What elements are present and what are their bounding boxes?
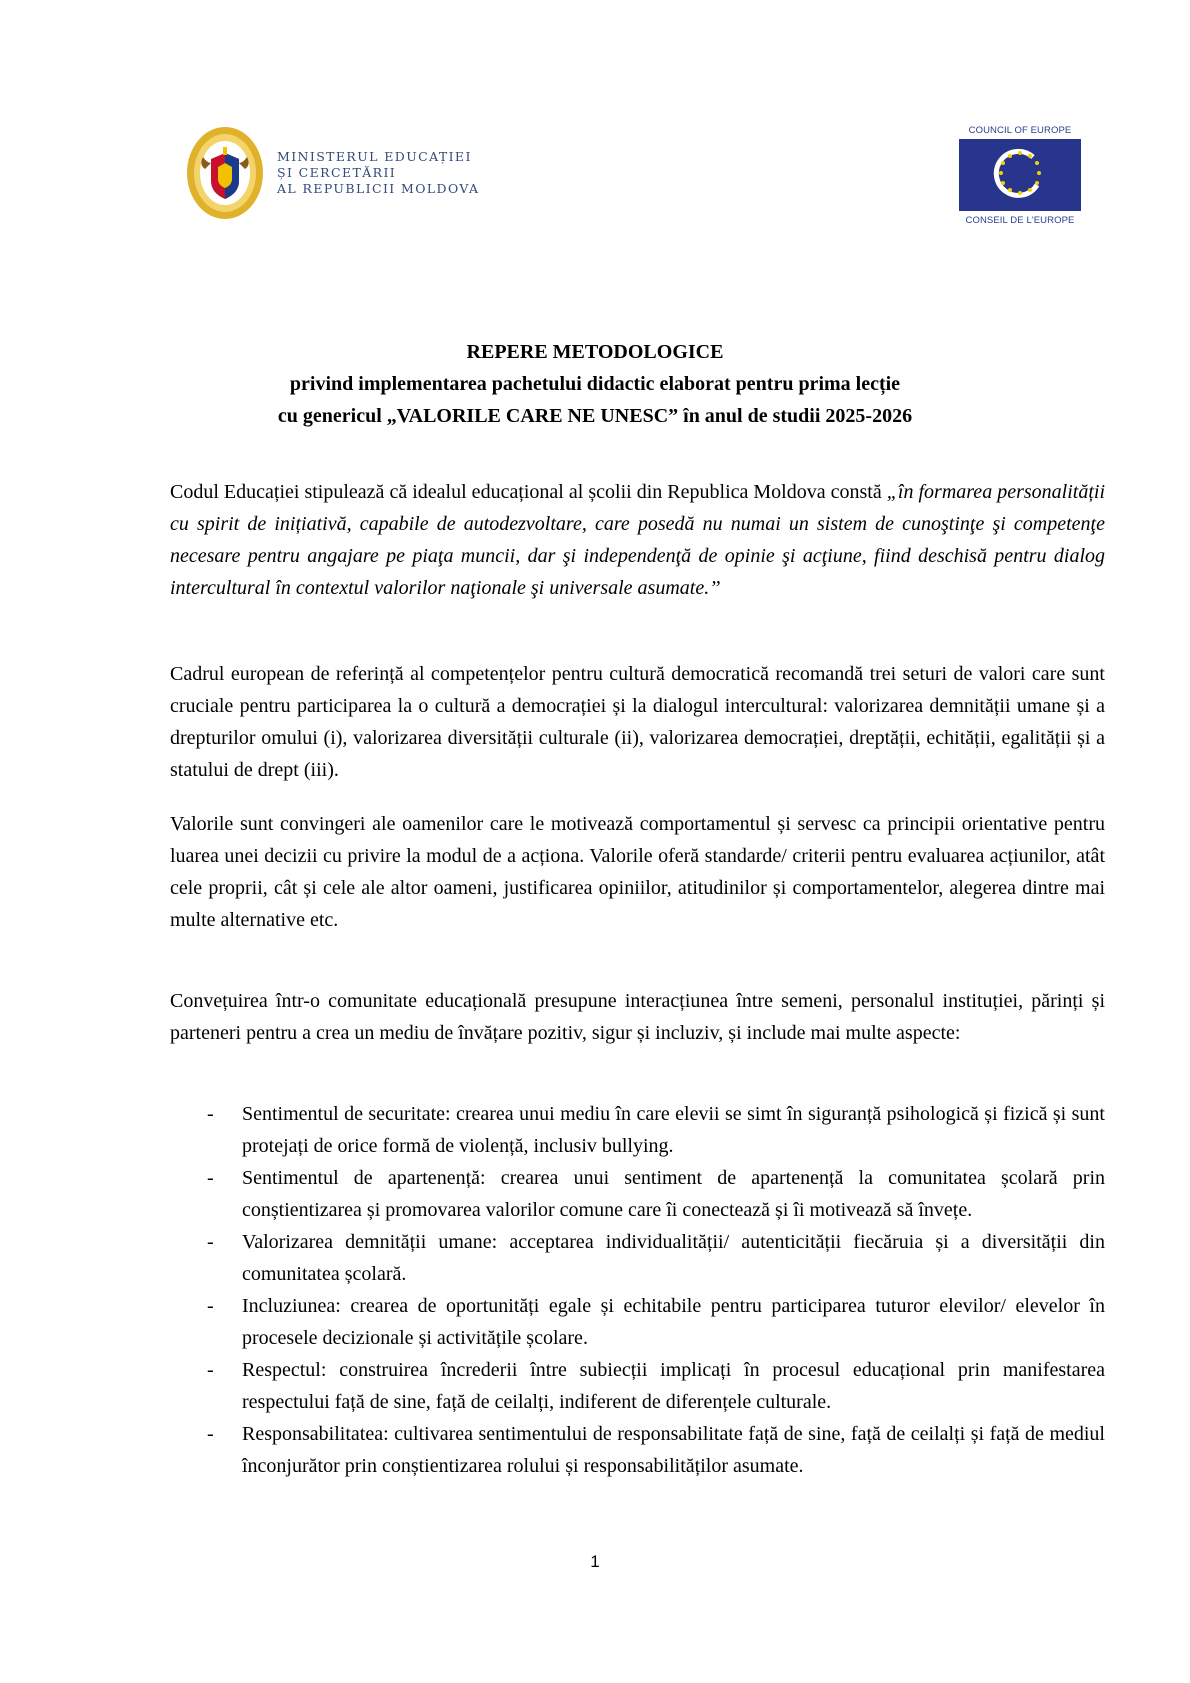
ministry-name	[277, 149, 479, 197]
paragraph-values-definition	[170, 808, 1105, 936]
moldova-coat-of-arms-seal-icon	[185, 125, 265, 221]
paragraph-european-framework	[170, 658, 1105, 786]
paragraph-education-code	[170, 476, 1105, 604]
coe-name-french: CONSEIL DE L'EUROPE	[965, 215, 1075, 226]
list-item	[170, 1354, 1105, 1418]
bullet-marker: -	[207, 1423, 214, 1445]
ministry-name-line-2: ȘI CERCETĂRII	[277, 165, 397, 180]
page-number: 1	[590, 1552, 600, 1571]
document-title	[0, 336, 1190, 432]
title-line-1: REPERE METODOLOGICE	[466, 341, 724, 363]
bullet-marker: -	[207, 1103, 214, 1125]
bullet-marker: -	[207, 1231, 214, 1253]
paragraph-3-text: Valorile sunt convingeri ale oamenilor care le motivează comportamentul și servesc ca principii orientative pentru luarea unei decizii cu privire la modul de a acționa. Valorile oferă standarde/ criterii pentru evaluarea acțiunilor, atât cele proprii, cât și cele ale altor oameni, justificarea opiniilor, atitudinilor și comportamentelor, alegerea dintre mai multe alternative etc.	[170, 813, 1105, 931]
list-item-text: Respectul: construirea încrederii între subiecții implicați în procesul educațional prin manifestarea respectului față de sine, față de ceilalți, indiferent de diferențele culturale.	[242, 1359, 1105, 1413]
ministry-logo	[185, 125, 479, 221]
list-item-text: Valorizarea demnității umane: acceptarea individualității/ autenticității fiecăruia și a diversității din comunitatea școlară.	[242, 1231, 1105, 1285]
council-of-europe-logo	[957, 125, 1083, 226]
list-item	[170, 1162, 1105, 1226]
coe-name-english: COUNCIL OF EUROPE	[968, 125, 1072, 136]
list-item-text: Sentimentul de securitate: crearea unui mediu în care elevii se simt în siguranță psihologică și fizică și sunt protejați de orice formă de violență, inclusiv bullying.	[242, 1103, 1105, 1157]
council-of-europe-stars-flag-icon	[959, 139, 1081, 211]
list-item-text: Responsabilitatea: cultivarea sentimentului de responsabilitate față de sine, față de ceilalți și față de mediul înconjurător prin conștientizarea rolului și responsabilităților asumate.	[242, 1423, 1105, 1477]
paragraph-4-text: Convețuirea într-o comunitate educațională presupune interacțiunea între semeni, personalul instituției, părinți și parteneri pentru a crea un mediu de învățare pozitiv, sigur și incluziv, și include mai multe aspecte:	[170, 990, 1105, 1044]
list-item	[170, 1290, 1105, 1354]
title-line-2: privind implementarea pachetului didactic elaborat pentru prima lecție	[289, 373, 901, 395]
bullet-marker: -	[207, 1295, 214, 1317]
aspects-list	[170, 1098, 1105, 1482]
title-line-3: cu genericul „VALORILE CARE NE UNESC” în anul de studii 2025-2026	[277, 405, 913, 427]
paragraph-1-quote: „în formarea personalității cu spirit de inițiativă, capabile de autodezvoltare, care posedă nu numai un sistem de cunoştinţe şi competenţe necesare pentru angajare pe piaţa muncii, dar şi independenţă de opinie şi acţiune, fiind deschisă pentru dialog intercultural în contextul valorilor naţionale şi universale asumate.’’	[170, 481, 1105, 599]
list-item	[170, 1098, 1105, 1162]
bullet-marker: -	[207, 1167, 214, 1189]
bullet-marker: -	[207, 1359, 214, 1381]
ministry-name-line-3: AL REPUBLICII MOLDOVA	[277, 181, 480, 196]
list-item	[170, 1226, 1105, 1290]
list-item-text: Sentimentul de apartenență: crearea unui sentiment de apartenență la comunitatea școlară prin conștientizarea și promovarea valorilor comune care îi conectează și îi motivează să învețe.	[242, 1167, 1105, 1221]
ministry-name-line-1: MINISTERUL EDUCAȚIEI	[277, 149, 472, 164]
paragraph-1-intro: Codul Educației stipulează că idealul educațional al școlii din Republica Moldova constă	[170, 481, 887, 503]
list-item-text: Incluziunea: crearea de oportunități egale și echitabile pentru participarea tuturor elevilor/ elevelor în procesele decizionale și activitățile școlare.	[242, 1295, 1105, 1349]
paragraph-2-text: Cadrul european de referință al competențelor pentru cultură democratică recomandă trei seturi de valori care sunt cruciale pentru participarea la o cultură a democrației și la dialogul intercultural: valorizarea demnității umane și a drepturilor omului (i), valorizarea diversității culturale (ii), valorizarea democrației, dreptății, echității, egalității și a statului de drept (iii).	[170, 663, 1105, 781]
paragraph-coexistence	[170, 985, 1105, 1049]
list-item	[170, 1418, 1105, 1482]
